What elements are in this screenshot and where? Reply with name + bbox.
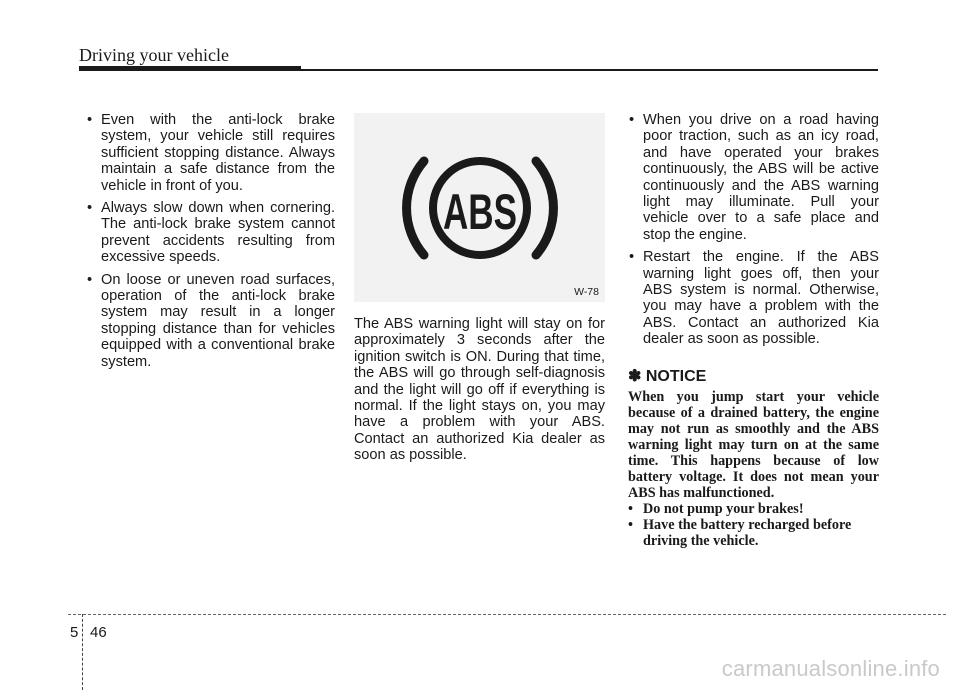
column-middle [354, 316, 605, 464]
notice-list [628, 501, 879, 549]
abs-warning-icon [354, 113, 605, 302]
list-item: • Even with the anti-lock brake system, your vehicle still requires sufficient stopping distance. Always maintain a safe distance from the vehicle in front of you. [86, 112, 335, 194]
column-left [86, 112, 335, 376]
abs-icon-label: ABS [443, 184, 517, 240]
figure-code: W-78 [574, 286, 599, 298]
section-header-title: Driving your vehicle [79, 45, 229, 65]
page-number: 46 [90, 624, 107, 641]
chapter-number: 5 [70, 624, 79, 641]
abs-light-paragraph: The ABS warning light will stay on for approximately 3 seconds after the ignition switch is ON. During that time, the ABS will go through self-diagnosis and the light will go off if everything is normal. If the light stays on, you may have a problem with your ABS. Contact an authorized Kia dealer as soon as possible. [354, 316, 605, 464]
list-item: • Do not pump your brakes! [628, 501, 879, 517]
list-item: • Restart the engine. If the ABS warning light goes off, then your ABS system is normal. Otherwise, you may have a problem with the ABS. Contact an authorized Kia dealer as soon as possible. [628, 249, 879, 347]
abs-cautions-list [86, 112, 335, 370]
abs-active-list [628, 112, 879, 348]
list-item: • Have the battery recharged before driving the vehicle. [628, 517, 879, 549]
notice-text: When you jump start your vehicle because of a drained battery, the engine may not run as smoothly and the ABS warning light may turn on at the same time. This happens because of low battery voltage. It does not mean your ABS has malfunctioned. [628, 389, 879, 501]
list-item: • When you drive on a road having poor traction, such as an icy road, and have operated your brakes continuously, the ABS will be active continuously and the ABS warning light may illuminate. Pull your vehicle over to a safe place and stop the engine. [628, 112, 879, 243]
watermark: carmanualsonline.info [721, 656, 940, 681]
column-right [628, 112, 879, 354]
list-item: • On loose or uneven road surfaces, operation of the anti-lock brake system may result in a longer stopping distance than for vehicles equipped with a conventional brake system. [86, 272, 335, 370]
footer-divider-horizontal [68, 614, 946, 615]
header-rule-thick [79, 66, 301, 71]
notice-box [628, 389, 879, 549]
list-item: • Always slow down when cornering. The anti-lock brake system cannot prevent accidents resulting from excessive speeds. [86, 200, 335, 266]
abs-warning-light-figure [354, 113, 605, 302]
footer-divider-vertical [82, 614, 83, 690]
header-rule-thin [301, 69, 878, 71]
notice-heading: ✽ NOTICE [628, 368, 707, 385]
